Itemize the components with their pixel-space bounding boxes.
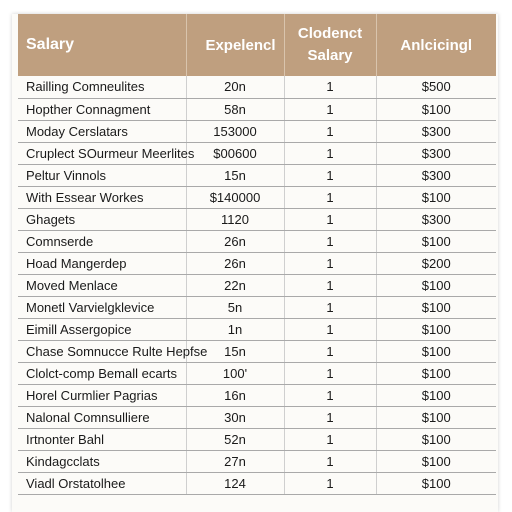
table-row (18, 230, 496, 252)
role-cell: Kindagcclats (18, 450, 186, 472)
pay-cell: $300 (376, 142, 496, 164)
table-row (18, 120, 496, 142)
role-cell: Hoad Mangerdep (18, 252, 186, 274)
table-row (18, 164, 496, 186)
table-row (18, 450, 496, 472)
role-cell: Ghagets (18, 208, 186, 230)
count-cell: 1 (284, 406, 376, 428)
experience-cell: 5n (186, 296, 284, 318)
experience-cell: 15n (186, 164, 284, 186)
count-cell: 1 (284, 472, 376, 494)
pay-cell: $500 (376, 76, 496, 98)
header-student-salary-line1: Clodenct (297, 25, 363, 42)
table-row (18, 186, 496, 208)
count-cell: 1 (284, 120, 376, 142)
count-cell: 1 (284, 142, 376, 164)
pay-cell: $100 (376, 230, 496, 252)
pay-cell: $100 (376, 384, 496, 406)
experience-cell: 26n (186, 230, 284, 252)
role-cell: Cruplect SOurmeur Meerlites (18, 142, 186, 164)
role-cell: Eimill Assergopice (18, 318, 186, 340)
table-row (18, 76, 496, 98)
table-row (18, 252, 496, 274)
experience-cell: 58n (186, 98, 284, 120)
table-header (18, 14, 496, 76)
role-cell: Moday Cerslatars (18, 120, 186, 142)
role-cell: Moved Menlace (18, 274, 186, 296)
role-cell: Irtnonter Bahl (18, 428, 186, 450)
header-salary: Salary (18, 14, 186, 76)
role-cell: With Essear Workes (18, 186, 186, 208)
role-cell: Clolct-comp Bemall ecarts (18, 362, 186, 384)
header-row (18, 14, 496, 76)
count-cell: 1 (284, 76, 376, 98)
table-body (18, 76, 496, 494)
table-row (18, 296, 496, 318)
pay-cell: $100 (376, 296, 496, 318)
table-row (18, 142, 496, 164)
experience-cell: $00600 (186, 142, 284, 164)
pay-cell: $100 (376, 406, 496, 428)
role-cell: Peltur Vinnols (18, 164, 186, 186)
pay-cell: $200 (376, 252, 496, 274)
experience-cell: 20n (186, 76, 284, 98)
pay-cell: $100 (376, 186, 496, 208)
role-cell: Hopther Connagment (18, 98, 186, 120)
count-cell: 1 (284, 252, 376, 274)
table-row (18, 274, 496, 296)
experience-cell: 1120 (186, 208, 284, 230)
role-cell: Comnserde (18, 230, 186, 252)
table-row (18, 318, 496, 340)
pay-cell: $100 (376, 428, 496, 450)
table-row (18, 208, 496, 230)
pay-cell: $100 (376, 472, 496, 494)
header-student-salary (284, 14, 376, 76)
table-row (18, 428, 496, 450)
salary-table (18, 14, 496, 495)
pay-cell: $100 (376, 98, 496, 120)
count-cell: 1 (284, 428, 376, 450)
table-row (18, 406, 496, 428)
pay-cell: $300 (376, 120, 496, 142)
experience-cell: 52n (186, 428, 284, 450)
pay-cell: $100 (376, 450, 496, 472)
count-cell: 1 (284, 296, 376, 318)
role-cell: Viadl Orstatolhee (18, 472, 186, 494)
table-row (18, 340, 496, 362)
experience-cell: 100' (186, 362, 284, 384)
experience-cell: 22n (186, 274, 284, 296)
experience-cell: 15n (186, 340, 284, 362)
table-row (18, 384, 496, 406)
header-student-salary-line2: Salary (307, 47, 353, 64)
experience-cell: 124 (186, 472, 284, 494)
experience-cell: 153000 (186, 120, 284, 142)
count-cell: 1 (284, 186, 376, 208)
table-row (18, 98, 496, 120)
count-cell: 1 (284, 230, 376, 252)
role-cell: Railling Comneulites (18, 76, 186, 98)
experience-cell: $140000 (186, 186, 284, 208)
header-experience: Expelencl (186, 14, 284, 76)
count-cell: 1 (284, 450, 376, 472)
experience-cell: 27n (186, 450, 284, 472)
pay-cell: $300 (376, 208, 496, 230)
pay-cell: $100 (376, 318, 496, 340)
role-cell: Nalonal Comnsulliere (18, 406, 186, 428)
pay-cell: $100 (376, 340, 496, 362)
role-cell: Monetl Varvielgklevice (18, 296, 186, 318)
count-cell: 1 (284, 384, 376, 406)
count-cell: 1 (284, 98, 376, 120)
count-cell: 1 (284, 318, 376, 340)
experience-cell: 30n (186, 406, 284, 428)
pay-cell: $100 (376, 362, 496, 384)
count-cell: 1 (284, 274, 376, 296)
pay-cell: $300 (376, 164, 496, 186)
role-cell: Chase Somnucce Rulte Hepfse (18, 340, 186, 362)
pay-cell: $100 (376, 274, 496, 296)
count-cell: 1 (284, 164, 376, 186)
role-cell: Horel Curmlier Pagrias (18, 384, 186, 406)
experience-cell: 1n (186, 318, 284, 340)
header-anticipated: Anlcicingl (376, 14, 496, 76)
count-cell: 1 (284, 208, 376, 230)
count-cell: 1 (284, 362, 376, 384)
count-cell: 1 (284, 340, 376, 362)
table-row (18, 472, 496, 494)
experience-cell: 26n (186, 252, 284, 274)
experience-cell: 16n (186, 384, 284, 406)
table-row (18, 362, 496, 384)
salary-table-sheet (12, 14, 498, 512)
